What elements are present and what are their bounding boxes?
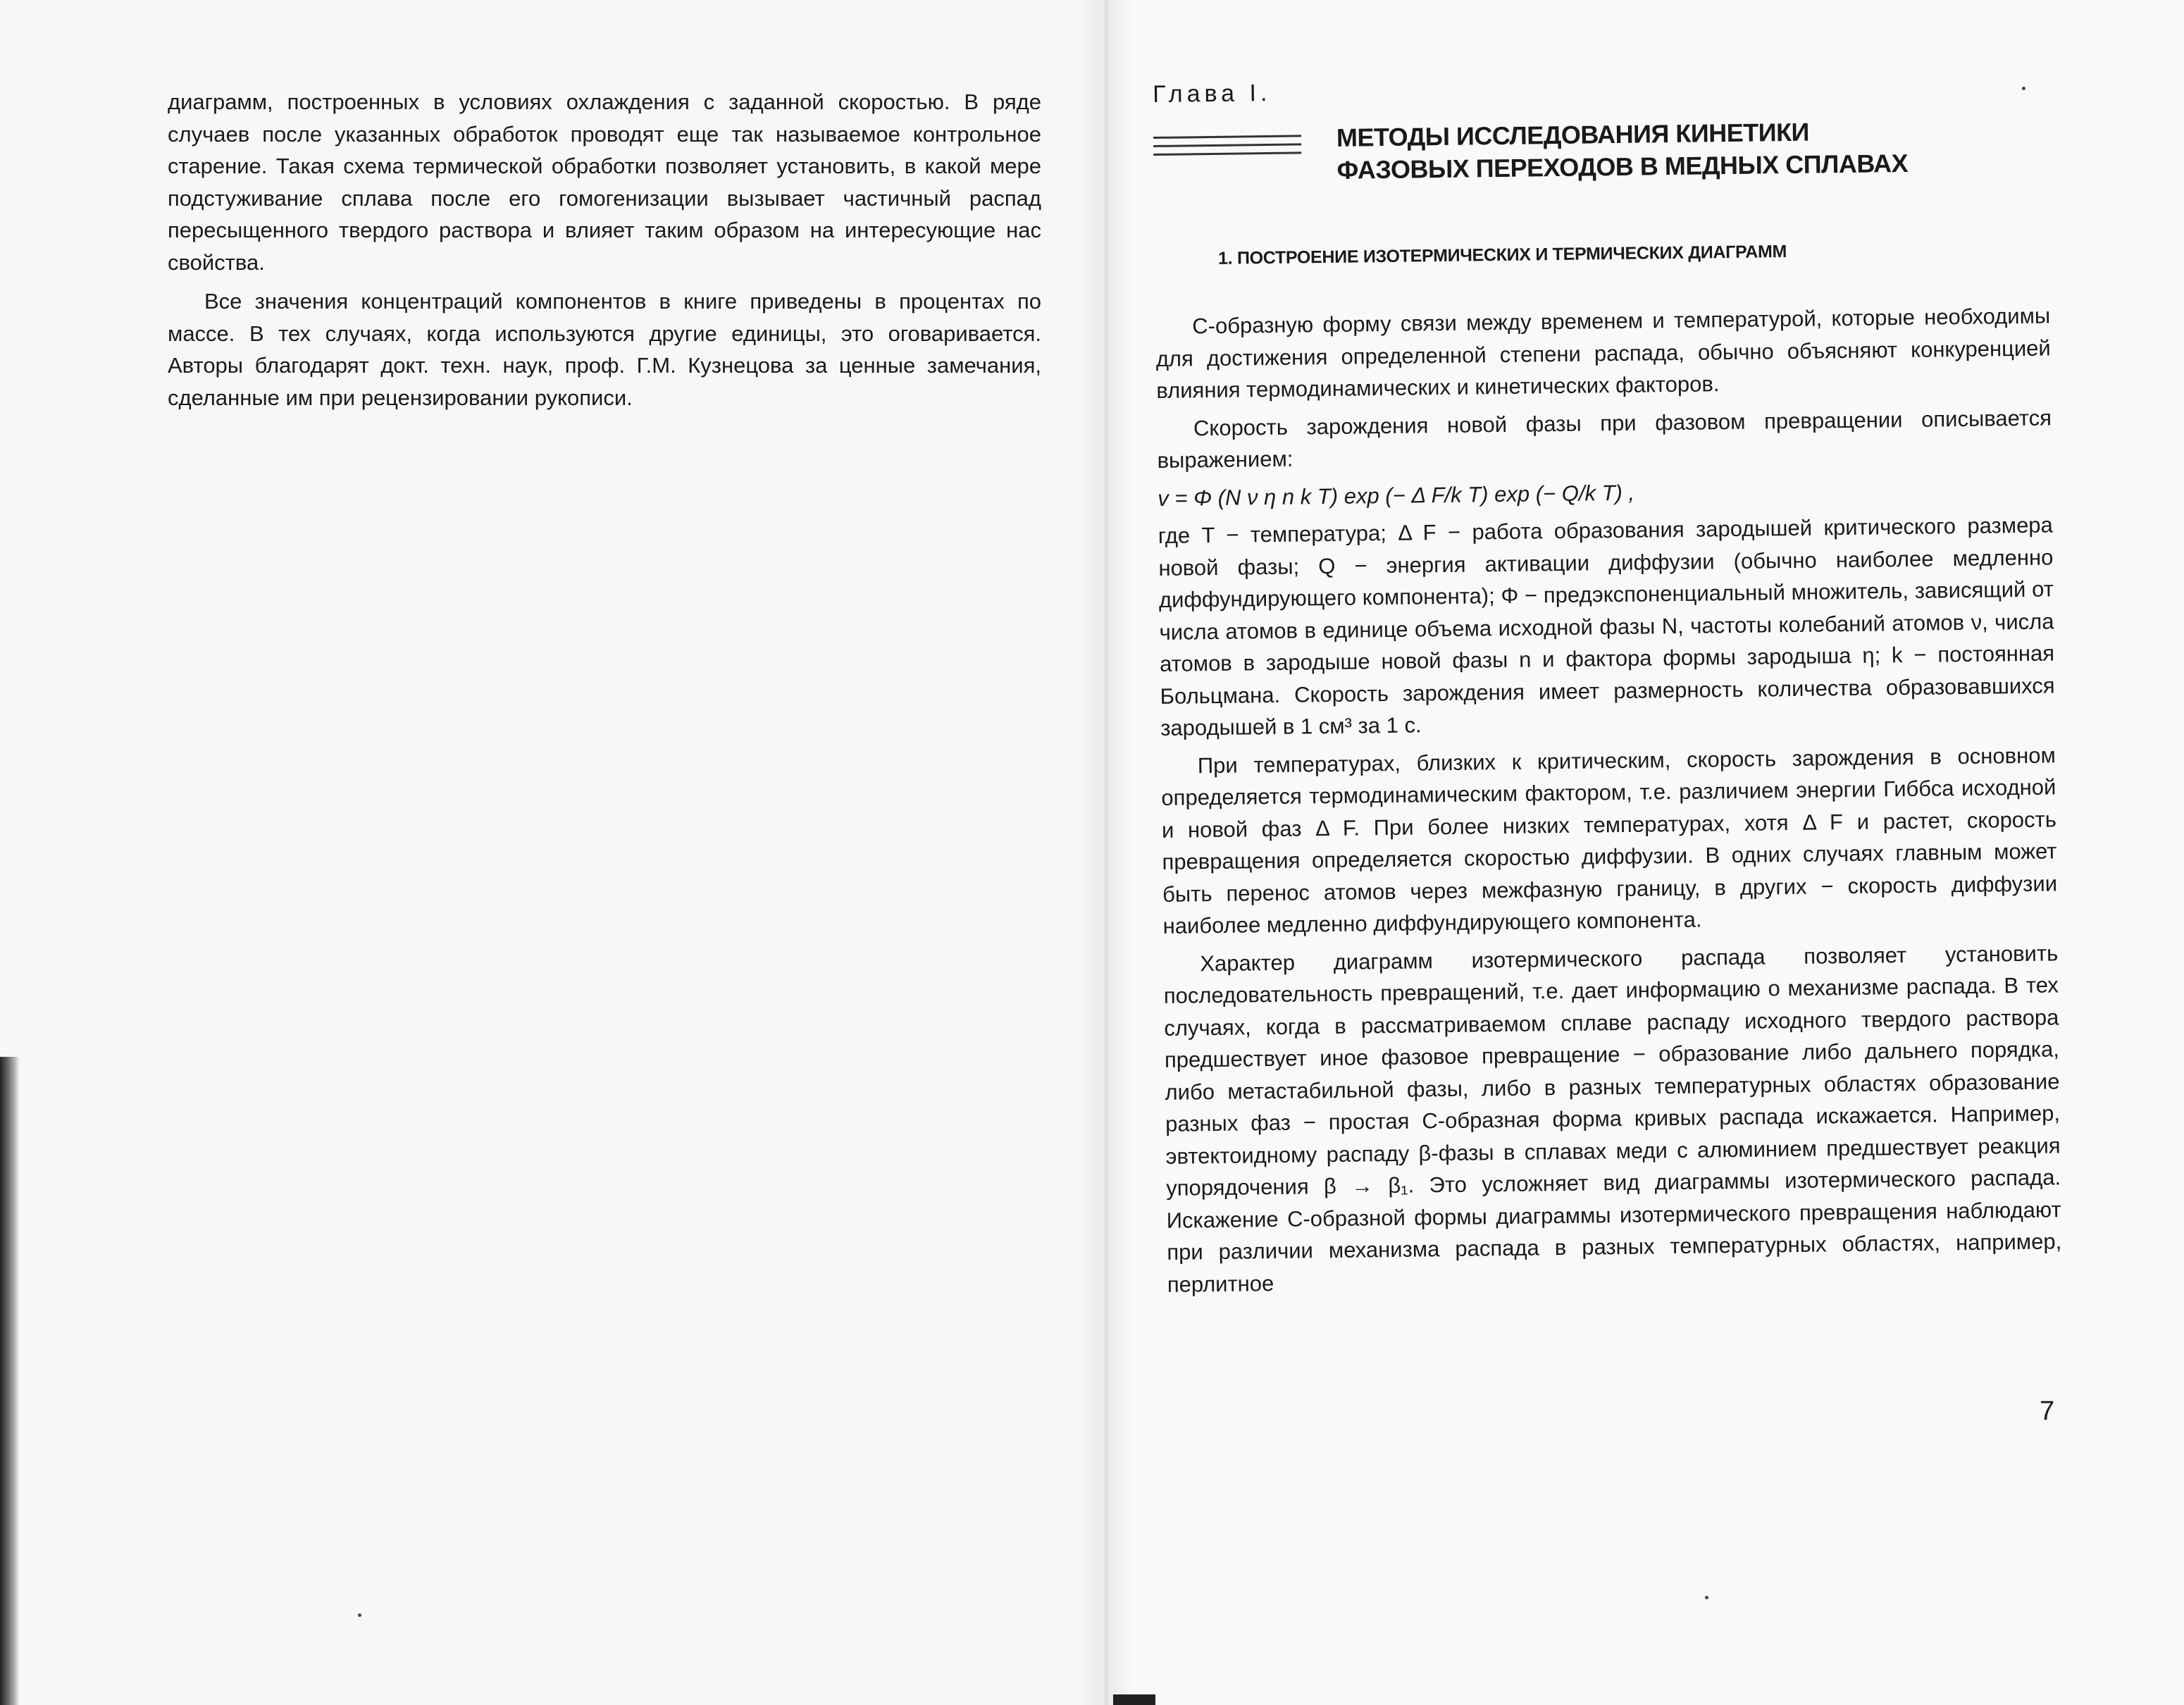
decorative-rule-lines — [1153, 135, 1301, 165]
section-title: 1. ПОСТРОЕНИЕ ИЗОТЕРМИЧЕСКИХ И ТЕРМИЧЕСКИХ ДИАГРАММ — [1217, 242, 1787, 268]
chapter-title — [1336, 115, 1909, 187]
page-edge-shadow — [0, 1057, 20, 1705]
chapter-label: Глава I. — [1153, 79, 1272, 108]
binding-mark — [1113, 1694, 1155, 1705]
scan-speck — [358, 1613, 361, 1617]
gutter-shadow — [1078, 0, 1134, 1705]
chapter-title-line-2: ФАЗОВЫХ ПЕРЕХОДОВ В МЕДНЫХ СПЛАВАХ — [1336, 148, 1909, 185]
chapter-heading — [1153, 113, 2049, 194]
left-paragraph-2: Все значения концентраций компонентов в книге приведены в процентах по массе. В тех случаях, когда используются другие единицы, это оговаривается. Авторы благодарят докт. техн. наук, проф. Г.М. Кузнецова за ценные замечания, сделанные им при рецензировании рукописи. — [168, 289, 1041, 410]
paragraph-4: При температурах, близких к критическим, скорость зарождения в основном определяется термодинамическим фактором, т.е. различием энергии Гиббса исходной и новой фаз Δ F. При более низких температурах, хотя Δ F и растет, скорость превращения определяется скоростью диффузии. В одних случаях главным может быть перенос атомов через межфазную границу, в других − скорость диффузии наиболее медленно диффундирующего компонента. — [1161, 742, 2058, 938]
paragraph-5: Характер диаграмм изотермического распада позволяет установить последовательность превращений, т.е. дает информацию о механизме распада. В тех случаях, когда в рассматриваемом сплаве распаду исходного твердого раствора предшествует иное фазовое превращение − образование либо дальнего порядка, либо метастабильной фазы, либо в разных температурных областях образование разных фаз − простая С-образная форма кривых распада искажается. Например, эвтектоидному распаду β-фазы в сплавах меди с алюминием предшествует реакция упорядочения β → β₁. Это усложняет вид диаграммы изотермического распада. Искажение С-образной формы диаграммы изотермического превращения наблюдают при различии механизма распада в разных температурных областях, например, перлитное — [1163, 940, 2062, 1297]
paragraph-1: С-образную форму связи между временем и температурой, которые необходимы для достижения определенной степени распада, обычно объясняют конкуренцией влияния термодинамических и кинетических факторов. — [1155, 303, 2051, 403]
right-page-text — [1155, 299, 2062, 1300]
paragraph-2: Скорость зарождения новой фазы при фазовом превращении описывается выражением: — [1157, 404, 2052, 473]
left-paragraph-1: диаграмм, построенных в условиях охлаждения с заданной скоростью. В ряде случаев после указанных обработок проводят еще так называемое контрольное старение. Такая схема термической обработки позволяет установить, в какой мере подстуживание сплава после его гомогенизации вызывает частичный распад пересыщенного твердого раствора и влияет таким образом на интересующие нас свойства. — [168, 89, 1041, 275]
paragraph-3: где T − температура; Δ F − работа образования зародышей критического размера новой фазы; Q − энергия активации диффузии (обычно наиболее медленно диффундирующего компонента); Φ − предэкспоненциальный множитель, зависящий от числа атомов в единице объема исходной фазы N, частоты колебаний атомов ν, числа атомов в зародыше новой фазы n и фактора формы зародыша η; k − постоянная Больцмана. Скорость зарождения имеет размерность количества образовавшихся зародышей в 1 см³ за 1 с. — [1158, 512, 2055, 740]
scan-speck — [1705, 1596, 1708, 1599]
page-number: 7 — [2040, 1396, 2055, 1426]
left-page-text — [168, 86, 1041, 414]
chapter-title-line-1: МЕТОДЫ ИССЛЕДОВАНИЯ КИНЕТИКИ — [1336, 117, 1810, 152]
right-page-content — [1153, 70, 2062, 1300]
formula: v = Φ (N ν η n k T) exp (− Δ F/k T) exp (− Q/k T) , — [1158, 480, 1635, 511]
